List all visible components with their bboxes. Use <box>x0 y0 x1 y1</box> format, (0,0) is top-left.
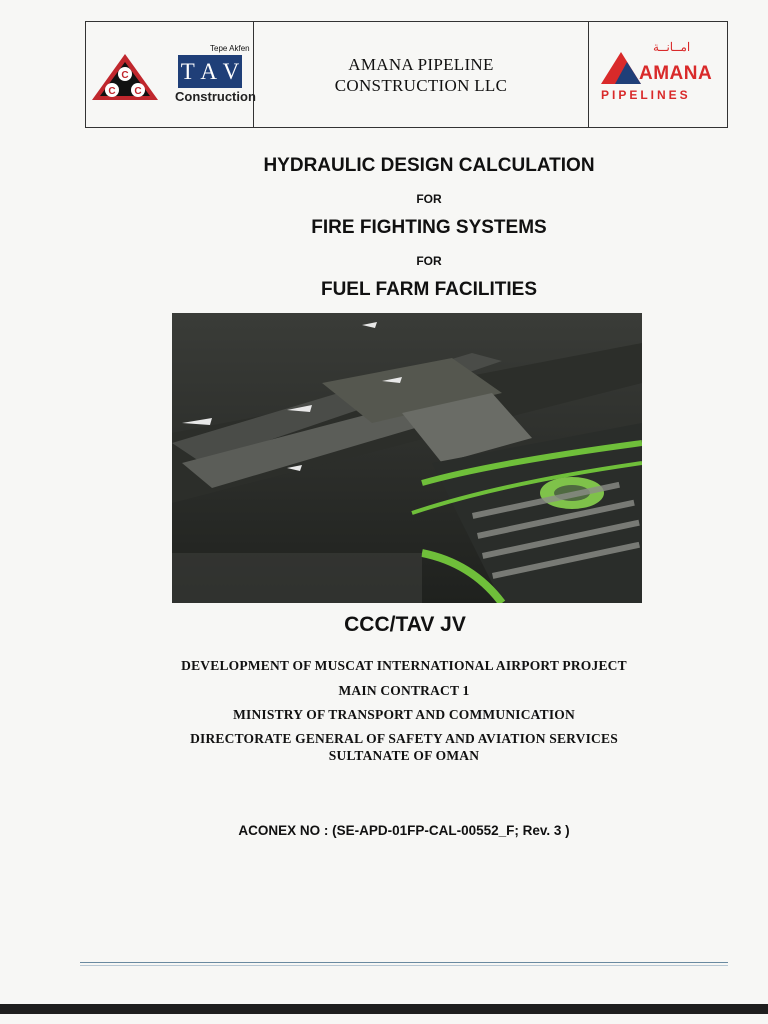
project-line-2: MAIN CONTRACT 1 <box>338 683 470 698</box>
pipelines-wordmark: PIPELINES <box>601 88 691 102</box>
document-title-for-1: FOR <box>416 192 442 206</box>
tav-letter: T <box>180 58 195 84</box>
tav-construction-label: Construction <box>175 89 256 104</box>
document-title-line-3: FUEL FARM FACILITIES <box>320 279 538 300</box>
tav-letter: V <box>222 58 240 84</box>
project-line-1: DEVELOPMENT OF MUSCAT INTERNATIONAL AIRPORT PROJECT <box>181 658 627 673</box>
header-table <box>85 21 728 128</box>
svg-text:C: C <box>121 70 129 81</box>
document-title-line-2: FIRE FIGHTING SYSTEMS <box>311 217 547 238</box>
amana-triangle-icon <box>601 50 643 86</box>
project-line-5: SULTANATE OF OMAN <box>328 748 480 763</box>
amana-wordmark: AMANA <box>639 63 713 84</box>
company-line-2: CONSTRUCTION LLC <box>334 75 508 95</box>
project-line-3: MINISTRY OF TRANSPORT AND COMMUNICATION <box>233 707 575 722</box>
svg-text:C: C <box>108 86 116 97</box>
aconex-number: ACONEX NO : (SE-APD-01FP-CAL-00552_F; Rev. 3 ) <box>238 823 570 838</box>
document-title-line-1: HYDRAULIC DESIGN CALCULATION <box>263 155 595 176</box>
company-name-cell <box>254 22 589 127</box>
footer-divider <box>80 962 728 963</box>
document-title-for-2: FOR <box>416 254 442 268</box>
amana-arabic-text: امــانــة <box>653 40 691 54</box>
ccc-logo-icon <box>90 52 160 102</box>
tav-letter: A <box>200 58 218 84</box>
scan-edge-bar <box>0 1004 768 1014</box>
tav-logo <box>178 55 242 88</box>
airport-aerial-image <box>172 313 642 603</box>
company-line-1: AMANA PIPELINE <box>348 54 494 74</box>
contractor-logos <box>86 22 254 127</box>
amana-logo <box>589 22 727 127</box>
company-name <box>335 54 507 96</box>
joint-venture-name: CCC/TAV JV <box>344 613 466 636</box>
project-line-4: DIRECTORATE GENERAL OF SAFETY AND AVIATION SERVICES <box>190 731 618 746</box>
footer-divider <box>80 965 728 966</box>
tepe-akfen-label: Tepe Akfen <box>210 44 250 53</box>
svg-text:C: C <box>134 86 142 97</box>
